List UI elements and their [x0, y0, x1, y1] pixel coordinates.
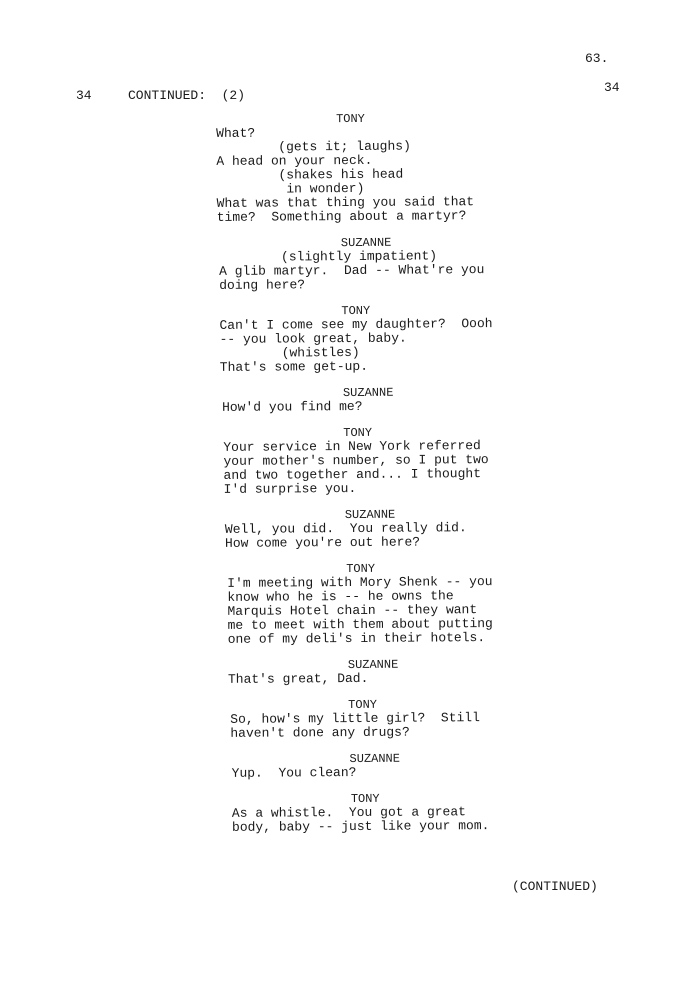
- dialogue-line: A glib martyr. Dad -- What're you: [219, 262, 485, 279]
- dialogue-line: I'd surprise you.: [223, 480, 357, 497]
- dialogue-line: haven't done any drugs?: [230, 724, 410, 741]
- dialogue-line: Well, you did. You really did.: [224, 520, 467, 537]
- dialogue-line: Yup. You clean?: [231, 764, 357, 781]
- dialogue-line: body, baby -- just like your mom.: [231, 818, 490, 835]
- dialogue-line: That's great, Dad.: [227, 670, 369, 687]
- page-number: 63.: [585, 51, 609, 66]
- dialogue-block: [5, 790, 700, 837]
- dialogue-line: Can't I come see my daughter? Oooh: [219, 316, 493, 333]
- character-name: TONY: [346, 561, 376, 577]
- dialogue-line: What was that thing you said that: [216, 194, 475, 211]
- continued-header: CONTINUED: (2): [128, 88, 246, 103]
- dialogue-line: and two together and... I thought: [223, 466, 482, 483]
- scene-number-right: 34: [604, 80, 620, 95]
- character-name: TONY: [348, 697, 378, 713]
- parenthetical: (whistles): [281, 344, 360, 361]
- parenthetical: (gets it; laughs): [278, 138, 411, 155]
- dialogue-line: doing here?: [219, 277, 306, 293]
- dialogue-line: How'd you find me?: [222, 398, 363, 415]
- dialogue-line: So, how's my little girl? Still: [230, 710, 480, 727]
- dialogue-line: me to meet with them about putting: [227, 616, 493, 633]
- dialogue-line: As a whistle. You got a great: [231, 804, 466, 821]
- dialogue-block: [2, 424, 700, 499]
- dialogue-block: [4, 750, 700, 783]
- dialogue-line: -- you look great, baby.: [219, 330, 407, 347]
- dialogue-line: one of my deli's in their hotels.: [227, 630, 486, 647]
- character-name: SUZANNE: [342, 385, 394, 401]
- dialogue-line: Your service in New York referred: [223, 438, 481, 455]
- character-name: SUZANNE: [340, 235, 392, 251]
- dialogue-block: [4, 696, 700, 743]
- character-name: SUZANNE: [344, 507, 396, 523]
- character-name: TONY: [350, 791, 380, 807]
- footer-continued: (CONTINUED): [512, 879, 598, 894]
- character-name: SUZANNE: [349, 751, 400, 767]
- character-name: SUZANNE: [347, 657, 399, 673]
- dialogue-block: [1, 302, 700, 377]
- dialogue-block: [2, 384, 700, 417]
- character-name: TONY: [343, 425, 373, 441]
- dialogue-line: I'm meeting with Mory Shenk -- you: [227, 574, 493, 591]
- dialogue-block: [4, 656, 700, 689]
- parenthetical: (slightly impatient): [280, 248, 438, 265]
- dialogue-line: Marquis Hotel chain -- they want: [227, 602, 478, 619]
- dialogue-line: That's some get-up.: [219, 358, 369, 375]
- dialogue-line: A head on your neck.: [216, 152, 373, 169]
- dialogue-line: your mother's number, so I put two: [223, 452, 489, 469]
- parenthetical: in wonder): [278, 180, 365, 197]
- dialogue-block: [3, 506, 700, 553]
- character-name: TONY: [336, 111, 365, 127]
- dialogue-line: How come you're out here?: [224, 534, 421, 551]
- dialogue-block: [1, 234, 700, 295]
- parenthetical: (shakes his head: [278, 166, 404, 183]
- script-body: [0, 110, 700, 849]
- dialogue-block: [3, 560, 700, 649]
- dialogue-block: [0, 110, 700, 227]
- dialogue-line: time? Something about a martyr?: [216, 208, 467, 225]
- scene-number-left: 34: [76, 88, 92, 103]
- dialogue-line: know who he is -- he owns the: [227, 588, 454, 605]
- dialogue-line: What?: [216, 125, 256, 141]
- character-name: TONY: [341, 303, 371, 319]
